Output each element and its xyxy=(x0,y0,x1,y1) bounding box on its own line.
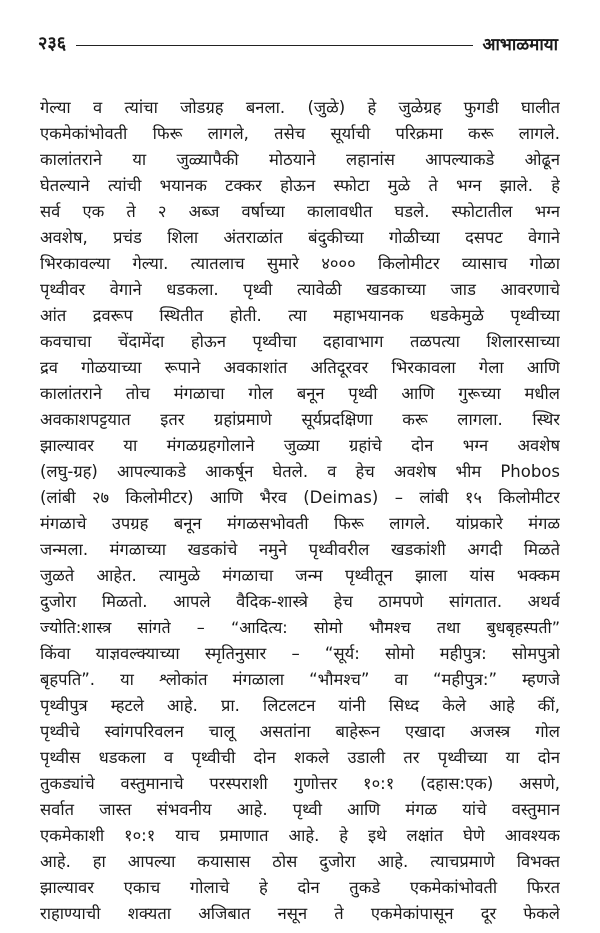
body-text xyxy=(40,95,560,927)
text-line: एकमेकांभोवती फिरू लागले, तसेच सूर्याची परिक्रमा करू लागले. xyxy=(40,124,560,143)
running-title: आभाळमाया xyxy=(482,34,558,55)
text-line: तुकड्यांचे वस्तुमानाचे परस्पराशी गुणोत्तर १०:१ (दहास:एक) असणे, xyxy=(40,774,560,793)
text-line: जन्मला. मंगळाच्या खडकांचे नमुने पृथ्वीवरील खडकांशी अगदी मिळते xyxy=(40,540,560,559)
text-line: दुजोरा मिळतो. आपले वैदिक-शास्त्रे हेच ठामपणे सांगतात. अथर्व xyxy=(40,592,560,611)
text-line: राहाण्याची शक्यता अजिबात नसून ते एकमेकांपासून दूर फेकले xyxy=(40,904,560,923)
text-line: कालांतराने तोच मंगळाचा गोल बनून पृथ्वी आणि गुरूच्या मधील xyxy=(40,384,560,403)
text-line: पृथ्वीवर वेगाने धडकला. पृथ्वी त्यावेळी खडकाच्या जाड आवरणाचे xyxy=(40,280,560,299)
header-rule xyxy=(76,45,472,46)
text-line: कालांतराने या जुळ्यापैकी मोठयाने लहानांस आपल्याकडे ओढून xyxy=(40,150,560,169)
text-line: पृथ्वीपुत्र म्हटले आहे. प्रा. लिटलटन यांनी सिध्द केले आहे कीं, xyxy=(40,696,560,715)
text-line: किंवा याज्ञवल्क्याच्या स्मृतिनुसार – “सूर्य: सोमो महीपुत्र: सोमपुत्रो xyxy=(40,644,560,663)
text-line: पृथ्वीचे स्वांगपरिवलन चालू असतांना बाहेरून एखादा अजस्त्र गोल xyxy=(40,722,560,741)
page-header xyxy=(38,28,558,58)
text-line: झाल्यावर या मंगळग्रहगोलाने जुळ्या ग्रहांचे दोन भग्न अवशेष xyxy=(40,436,560,455)
text-line: मंगळाचे उपग्रह बनून मंगळसभोवती फिरू लागले. यांप्रकारे मंगळ xyxy=(40,514,560,533)
page-number: २३६ xyxy=(38,33,67,54)
text-line-quote: ज्योति:शास्त्र सांगते – “आदित्य: सोमो भौमश्च तथा बुधबृहस्पती” xyxy=(40,618,560,637)
text-line: घेतल्याने त्यांची भयानक टक्कर होऊन स्फोटा मुळे ते भग्न झाले. हे xyxy=(40,176,560,195)
text-line: सर्व एक ते २ अब्ज वर्षाच्या कालावधीत घडले. स्फोटातील भग्न xyxy=(40,202,560,221)
text-line: एकमेकाशी १०:१ याच प्रमाणात आहे. हे इथे लक्षांत घेणे आवश्यक xyxy=(40,826,560,845)
text-line: द्रव गोळयाच्या रूपाने अवकाशांत अतिदूरवर भिरकावला गेला आणि xyxy=(40,358,560,377)
text-line: जुळते आहेत. त्यामुळे मंगळाचा जन्म पृथ्वीतून झाला यांस भक्कम xyxy=(40,566,560,585)
text-line: कवचाचा चेंदामेंदा होऊन पृथ्वीचा दहावाभाग तळपत्या शिलारसाच्या xyxy=(40,332,560,351)
text-line: आंत द्रवरूप स्थितीत होती. त्या महाभयानक धडकेमुळे पृथ्वीच्या xyxy=(40,306,560,325)
text-line: सर्वात जास्त संभवनीय आहे. पृथ्वी आणि मंगळ यांचे वस्तुमान xyxy=(40,800,560,819)
text-line: भिरकावल्या गेल्या. त्यातलाच सुमारे ४००० किलोमीटर व्यासाच गोळा xyxy=(40,254,560,273)
text-line: अवकाशपट्टयात इतर ग्रहांप्रमाणे सूर्यप्रदक्षिणा करू लागला. स्थिर xyxy=(40,410,560,429)
text-line: (लघु-ग्रह) आपल्याकडे आकर्षून घेतले. व हेच अवशेष भीम Phobos xyxy=(40,462,560,481)
text-line: आहे. हा आपल्या कयासास ठोस दुजोरा आहे. त्याचप्रमाणे विभक्त xyxy=(40,852,560,871)
text-line: (लांबी २७ किलोमीटर) आणि भैरव (Deimas) – लांबी १५ किलोमीटर xyxy=(40,488,560,507)
text-line: बृहपति”. या श्लोकांत मंगळाला “भौमश्च” वा “महीपुत्र:” म्हणजे xyxy=(40,670,560,689)
text-line: पृथ्वीस धडकला व पृथ्वीची दोन शकले उडाली तर पृथ्वीच्या या दोन xyxy=(40,748,560,767)
text-line: झाल्यावर एकाच गोलाचे हे दोन तुकडे एकमेकांभोवती फिरत xyxy=(40,878,560,897)
text-line: अवशेष, प्रचंड शिला अंतराळांत बंदुकीच्या गोळीच्या दसपट वेगाने xyxy=(40,228,560,247)
text-line: गेल्या व त्यांचा जोडग्रह बनला. (जुळे) हे जुळेग्रह फुगडी घालीत xyxy=(40,98,560,117)
